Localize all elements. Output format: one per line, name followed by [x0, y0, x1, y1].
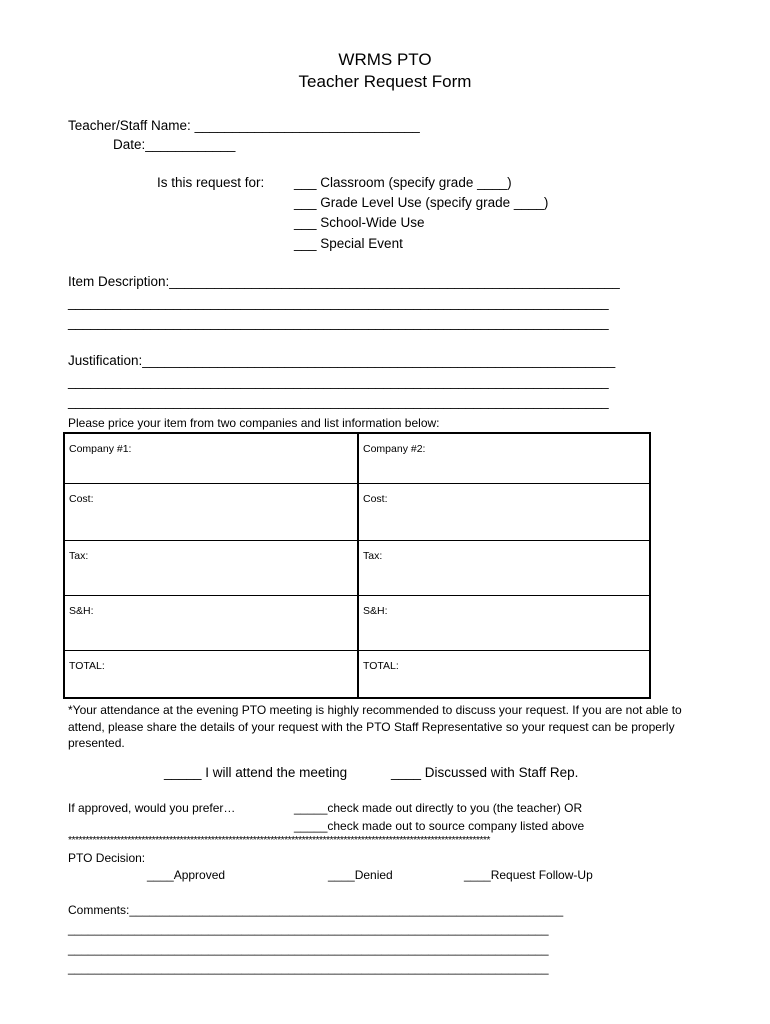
comments-line[interactable]: ________________________________________________________________________ [68, 942, 549, 956]
total-1-cell[interactable]: TOTAL: [64, 650, 358, 698]
shipping-1-cell[interactable]: S&H: [64, 595, 358, 650]
justification-field[interactable]: Justification:_______________________________________________________________ [68, 353, 616, 368]
comments-line[interactable]: ________________________________________________________________________ [68, 961, 549, 975]
decision-approved[interactable]: ____Approved [147, 868, 226, 882]
comments-field[interactable]: Comments:_________________________________________________________________ [68, 903, 564, 917]
item-description-field[interactable]: Item Description:____________________________________________________________ [68, 274, 620, 289]
company-2-cell[interactable]: Company #2: [358, 433, 650, 483]
date-field[interactable]: Date:____________ [113, 137, 236, 152]
table-row [64, 650, 650, 698]
tax-2-cell[interactable]: Tax: [358, 540, 650, 595]
table-row [64, 433, 650, 483]
table-row [64, 483, 650, 540]
form-title: WRMS PTO [338, 50, 432, 69]
teacher-name-field[interactable]: Teacher/Staff Name: ______________________________ [68, 118, 420, 133]
pto-decision-label: PTO Decision: [68, 851, 146, 865]
cost-2-cell[interactable]: Cost: [358, 483, 650, 540]
item-description-line[interactable]: ________________________________________________________________________ [68, 295, 609, 310]
comments-line[interactable]: ________________________________________________________________________ [68, 922, 549, 936]
shipping-2-cell[interactable]: S&H: [358, 595, 650, 650]
attendance-note: *Your attendance at the evening PTO meeting is highly recommended to discuss your request. If you are not able to attend, please share the details of your request with the PTO Staff Representative so your request can be properly presented. [68, 703, 682, 750]
payment-option-teacher[interactable]: _____check made out directly to you (the teacher) OR [294, 801, 583, 815]
justification-line[interactable]: ________________________________________________________________________ [68, 394, 609, 409]
table-row [64, 540, 650, 595]
discussed-staff-rep-option[interactable]: ____ Discussed with Staff Rep. [391, 765, 579, 780]
payment-option-company[interactable]: _____check made out to source company listed above [294, 819, 585, 833]
tax-1-cell[interactable]: Tax: [64, 540, 358, 595]
payment-preference-label: If approved, would you prefer… [68, 801, 236, 815]
option-special-event[interactable]: ___ Special Event [294, 236, 403, 251]
request-for-label: Is this request for: [157, 175, 265, 190]
option-grade-level[interactable]: ___ Grade Level Use (specify grade ____) [294, 195, 549, 210]
attend-meeting-option[interactable]: _____ I will attend the meeting [164, 765, 348, 780]
justification-line[interactable]: ________________________________________________________________________ [68, 374, 609, 389]
option-classroom[interactable]: ___ Classroom (specify grade ____) [294, 175, 512, 190]
total-2-cell[interactable]: TOTAL: [358, 650, 650, 698]
item-description-line[interactable]: ________________________________________________________________________ [68, 315, 609, 330]
separator: ************************************************************************************************************************* [68, 834, 490, 846]
table-row [64, 595, 650, 650]
cost-1-cell[interactable]: Cost: [64, 483, 358, 540]
decision-follow-up[interactable]: ____Request Follow-Up [464, 868, 593, 882]
pricing-table [63, 432, 651, 699]
pricing-instruction: Please price your item from two companies and list information below: [68, 416, 440, 430]
decision-denied[interactable]: ____Denied [328, 868, 393, 882]
option-school-wide[interactable]: ___ School-Wide Use [294, 215, 425, 230]
company-1-cell[interactable]: Company #1: [64, 433, 358, 483]
form-subtitle: Teacher Request Form [298, 72, 472, 91]
